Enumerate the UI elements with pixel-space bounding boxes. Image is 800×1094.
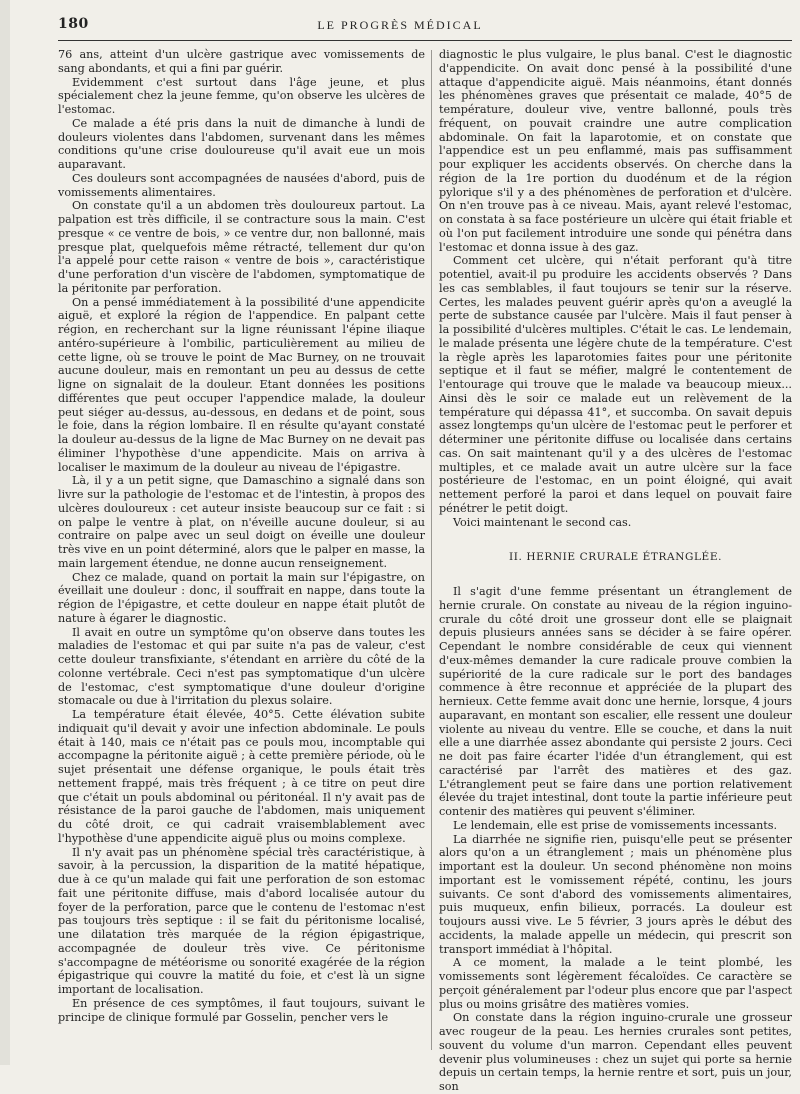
paragraph: A ce moment, la malade a le teint plombé, les vomissements sont légèrement fécaloïdes. Ce caractère se perçoit généralement par l'odeur plus encore que par l'aspect plus ou moins grisâtre des matières vomies. xyxy=(439,956,792,1011)
paragraph: La température était élevée, 40°5. Cette élévation subite indiquait qu'il devait y avoir une infection abdominale. Le pouls était à 140, mais ce n'était pas ce pouls mou, incomptable qui accompagne la péritonite aiguë ; à cette première période, où le sujet présentait une défense organique, le pouls était très nettement frappé, mais très fréquent ; à ce titre on peut dire que c'était un pouls abdominal ou péritonéal. Il n'y avait pas de résistance de la paroi gauche de l'abdomen, mais uniquement du côté droit, ce qui cadrait vraisemblablement avec l'hypothèse d'une appendicite aiguë plus ou moins complexe. xyxy=(58,708,425,845)
header-rule xyxy=(58,40,792,41)
paragraph: Il avait en outre un symptôme qu'on observe dans toutes les maladies de l'estomac et qui par suite n'a pas de valeur, c'est cette douleur transfixiante, s'étendant en arrière du côté de la colonne vertébrale. Ceci n'est pas symptomatique d'un ulcère de l'estomac, c'est symptomatique d'une douleur d'origine stomacale ou due à l'irritation du plexus solaire. xyxy=(58,625,425,708)
paragraph: Il n'y avait pas un phénomène spécial très caractéristique, à savoir, à la percussion, la disparition de la matité hépatique, due à ce qu'un malade qui fait une perforation de son estomac fait une péritonite diffuse, mais d'abord localisée autour du foyer de la perforation, parce que le contenu de l'estomac n'est pas toujours très septique : il se fait du péritonisme localisé, une dilatation très marquée de la région épigastrique, accompagnée de douleur très vive. Ce péritonisme s'accompagne de météorisme ou sonorité exagérée de la région épigastrique qui couvre la matité du foie, et c'est là un signe important de localisation. xyxy=(58,845,425,996)
paragraph: Evidemment c'est surtout dans l'âge jeune, et plus spécialement chez la jeune femme, qu'on observe les ulcères de l'estomac. xyxy=(58,75,425,116)
paragraph: Chez ce malade, quand on portait la main sur l'épigastre, on éveillait une douleur : donc, il souffrait en nappe, dans toute la région de l'épigastre, et cette douleur en nappe était plutôt de nature à égarer le diagnostic. xyxy=(58,570,425,625)
left-column xyxy=(58,48,425,1024)
paragraph: On a pensé immédiatement à la possibilité d'une appendicite aiguë, et exploré la région de l'appendice. En palpant cette région, en recherchant sur la ligne réunissant l'épine iliaque antéro-supérieure à l'ombilic, particulièrement au milieu de cette ligne, où se trouve le point de Mac Burney, on ne trouvait aucune douleur, mais en remontant un peu au dessus de cette ligne on signalait de la douleur. Etant données les positions différentes que peut occuper l'appendice malade, la douleur peut siéger au-dessus, au-dessous, en dedans et de point, sous le foie, dans la région lombaire. Il en résulte qu'ayant constaté la douleur au-dessus de la ligne de Mac Burney on ne devait pas éliminer l'hypothèse d'une appendicite. Mais on arriva à localiser le maximum de la douleur au niveau de l'épigastre. xyxy=(58,295,425,474)
paragraph: Comment cet ulcère, qui n'était perforant qu'à titre potentiel, avait-il pu produire les accidents observés ? Dans les cas semblables, il faut toujours se tenir sur la réserve. Certes, les malades peuvent guérir après qu'on a aveuglé la perte de substance causée par l'ulcère. Mais il faut penser à la possibilité d'ulcères multiples. C'était le cas. Le lendemain, le malade présenta une légère chute de la température. C'est la règle après les laparotomies faites pour une péritonite septique et il faut se méfier, malgré le contentement de l'entourage qui trouve que le malade va beaucoup mieux... Ainsi dès le soir ce malade eut un relèvement de la température qui dépassa 41°, et succomba. On savait depuis assez longtemps qu'un ulcère de l'estomac peut le perforer et déterminer une péritonite diffuse ou localisée dans certains cas. On sait maintenant qu'il y a des ulcères de l'estomac multiples, et ce malade avait un autre ulcère sur la face postérieure de l'estomac, en un point éloigné, qui avait nettement perforé la paroi et dans lequel on pouvait faire pénétrer le petit doigt. xyxy=(439,254,792,515)
paragraph: On constate qu'il a un abdomen très douloureux partout. La palpation est très difficile, il se contracture sous la main. C'est presque « ce ventre de bois, » ce ventre dur, non ballonné, mais presque plat, quelquefois même rétracté, tellement dur qu'on l'a appelé pour cette raison « ventre de bois », caractéristique d'une perforation d'un viscère de l'abdomen, symptomatique de la péritonite par perforation. xyxy=(58,199,425,295)
section-heading: II. HERNIE CRURALE ÉTRANGLÉE. xyxy=(508,551,723,564)
running-head-title: LE PROGRÈS MÉDICAL xyxy=(317,18,483,32)
paragraph: Le lendemain, elle est prise de vomissements incessants. xyxy=(453,818,778,832)
paragraph: On constate dans la région inguino-crurale une grosseur avec rougeur de la peau. Les hernies crurales sont petites, souvent du volume d'un marron. Cependant elles peuvent devenir plus volumineuses : chez un sujet qui porte sa hernie depuis un certain temps, la hernie rentre et sort, puis un jour, son xyxy=(439,1011,792,1093)
paragraph: Ce malade a été pris dans la nuit de dimanche à lundi de douleurs violentes dans l'abdomen, survenant dans les mêmes conditions qu'une crise douloureuse qu'il avait eue un mois auparavant. xyxy=(58,116,425,171)
paragraph: La diarrhée ne signifie rien, puisqu'elle peut se présenter alors qu'on a un étranglement ; mais un phénomène plus important est la douleur. Un second phénomène non moins important est le vomissement répété, continu, les jours suivants. Ce sont d'abord des vomissements alimentaires, puis muqueux, enfin bilieux, porracés. La douleur est toujours aussi vive. Le 5 février, 3 jours après le début des accidents, la malade appelle un médecin, qui prescrit son transport immédiat à l'hôpital. xyxy=(439,832,792,956)
paragraph: Voici maintenant le second cas. xyxy=(453,515,632,529)
paragraph: Ces douleurs sont accompagnées de nausées d'abord, puis de vomissements alimentaires. xyxy=(58,171,425,199)
column-divider xyxy=(431,50,432,1050)
page-number: 180 xyxy=(58,16,89,32)
paragraph: En présence de ces symptômes, il faut toujours, suivant le principe de clinique formulé par Gosselin, pencher vers le xyxy=(58,996,425,1024)
right-column xyxy=(439,48,792,1094)
paragraph: Là, il y a un petit signe, que Damaschino a signalé dans son livre sur la pathologie de l'estomac et de l'intestin, à propos des ulcères douloureux : cet auteur insiste beaucoup sur ce fait : si on palpe le ventre à plat, on n'éveille aucune douleur, si au contraire on palpe avec un seul doigt on éveille une douleur très vive en un point déterminé, alors que le palper en masse, la main largement étendue, ne donne aucun renseignement. xyxy=(58,474,425,570)
page-edge-shadow xyxy=(0,0,10,1065)
paragraph: diagnostic le plus vulgaire, le plus banal. C'est le diagnostic d'appendicite. On avait donc pensé à la possibilité d'une attaque d'appendicite aiguë. Mais néanmoins, étant donnés les phénomènes graves que présentait ce malade, 40°5 de température, douleur vive, ventre ballonné, pouls très fréquent, on pouvait craindre une autre complication abdominale. On fait la laparotomie, et on constate que l'appendice est un peu enflammé, mais pas suffisamment pour expliquer les accidents observés. On cherche dans la région de la 1re portion du duodénum et de la région pylorique s'il y a des phénomènes de perforation et d'ulcère. On n'en trouve pas à ce niveau. Mais, ayant relevé l'estomac, on constata à sa face postérieure un ulcère qui était friable et où l'on put facilement introduire une sonde qui pénétra dans l'estomac et donna issue à des gaz. xyxy=(439,48,792,254)
paragraph: Il s'agit d'une femme présentant un étranglement de hernie crurale. On constate au niveau de la région inguino-crurale du côté droit une grosseur dont elle se plaignait depuis plusieurs années sans se décider à se faire opérer. Cependant le nombre considérable de ceux qui viennent d'eux-mêmes demander la cure radicale prouve combien la supériorité de la cure radicale sur le port des bandages commence à être reconnue et appréciée de la plupart des hernieux. Cette femme avait donc une hernie, lorsque, 4 jours auparavant, en montant son escalier, elle ressent une douleur violente au niveau du ventre. Elle se couche, et dans la nuit elle a une diarrhée assez abondante qui persiste 2 jours. Ceci ne doit pas faire écarter l'idée d'un étranglement, qui est caractérisé par l'arrêt des matières et des gaz. L'étranglement peut se faire dans une portion relativement élevée du trajet intestinal, dont toute la partie inférieure peut contenir des matières qui peuvent s'éliminer. xyxy=(439,585,792,818)
paragraph: 76 ans, atteint d'un ulcère gastrique avec vomissements de sang abondants, et qui a fini par guérir. xyxy=(58,48,425,75)
